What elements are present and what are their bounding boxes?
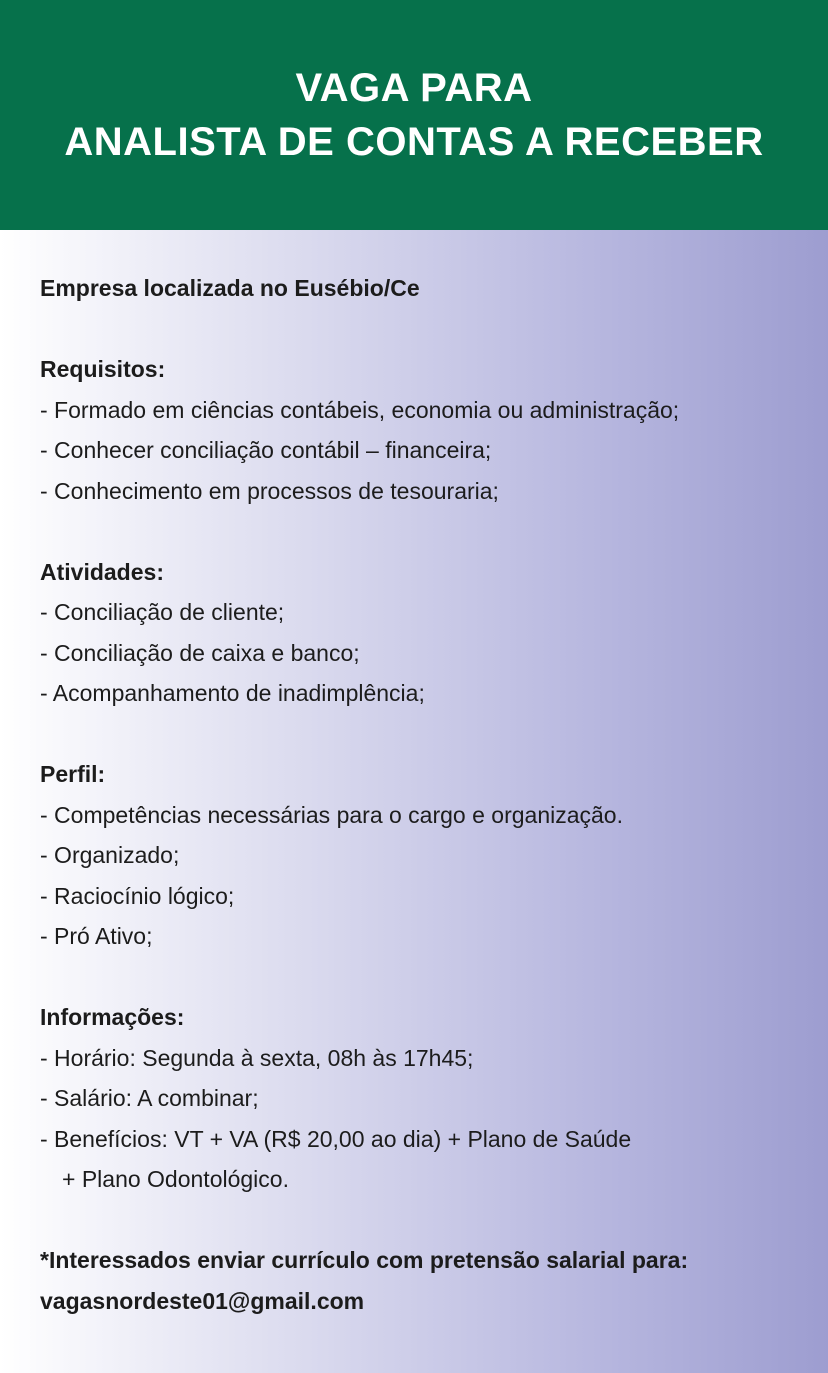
contact-email[interactable]: vagasnordeste01@gmail.com <box>40 1287 365 1314</box>
informacoes-item: - Salário: A combinar; <box>40 1085 259 1111</box>
contact-instruction: *Interessados enviar currículo com pretensão salarial para: <box>40 1247 689 1273</box>
requisitos-item: - Conhecer conciliação contábil – financeira; <box>40 437 492 463</box>
requisitos-item: - Conhecimento em processos de tesouraria; <box>40 477 499 504</box>
informacoes-item: - Horário: Segunda à sexta, 08h às 17h45; <box>40 1044 474 1071</box>
header-banner <box>0 0 828 230</box>
perfil-item: - Raciocínio lógico; <box>40 882 235 909</box>
perfil-heading: Perfil: <box>40 761 106 787</box>
atividades-item: - Acompanhamento de inadimplência; <box>40 680 425 706</box>
content-area <box>0 230 828 1373</box>
atividades-heading: Atividades: <box>40 558 164 585</box>
informacoes-heading: Informações: <box>40 1004 185 1030</box>
title-line-1: VAGA PARA <box>295 66 533 110</box>
requisitos-heading: Requisitos: <box>40 356 166 382</box>
atividades-item: - Conciliação de caixa e banco; <box>40 639 360 666</box>
requisitos-item: - Formado em ciências contábeis, economia ou administração; <box>40 396 680 423</box>
title-line-2: ANALISTA DE CONTAS A RECEBER <box>64 120 764 164</box>
perfil-item: - Pró Ativo; <box>40 923 153 949</box>
perfil-item: - Competências necessárias para o cargo e organização. <box>40 801 623 828</box>
informacoes-item: + Plano Odontológico. <box>62 1166 289 1192</box>
atividades-item: - Conciliação de cliente; <box>40 599 285 625</box>
company-location: Empresa localizada no Eusébio/Ce <box>40 275 420 301</box>
perfil-item: - Organizado; <box>40 842 180 868</box>
informacoes-item: - Benefícios: VT + VA (R$ 20,00 ao dia) + Plano de Saúde <box>40 1125 632 1152</box>
content-text <box>40 268 810 1321</box>
